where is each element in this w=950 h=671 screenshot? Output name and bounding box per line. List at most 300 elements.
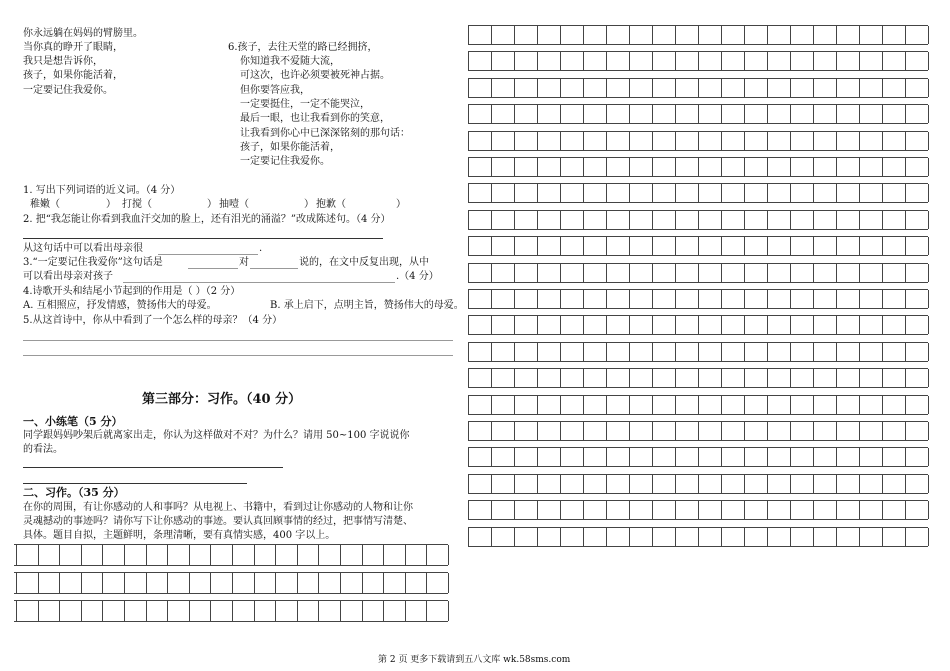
grid-cell-divider (790, 26, 791, 44)
grid-cell-divider (629, 132, 630, 150)
grid-cell-divider (836, 316, 837, 334)
grid-cell-divider (514, 211, 515, 229)
grid-cell-divider (675, 422, 676, 440)
grid-cell-divider (583, 316, 584, 334)
grid-cell-divider (698, 264, 699, 282)
grid-cell-divider (514, 316, 515, 334)
grid-cell-divider (514, 184, 515, 202)
grid-cell-divider (254, 573, 255, 593)
grid-cell-divider (560, 290, 561, 308)
grid-cell-divider (790, 475, 791, 493)
grid-cell-divider (652, 369, 653, 387)
grid-cell-divider (859, 132, 860, 150)
grid-cell-divider (721, 448, 722, 466)
grid-cell-divider (606, 343, 607, 361)
grid-cell-divider (514, 369, 515, 387)
grid-cell-divider (491, 290, 492, 308)
grid-cell-divider (468, 475, 469, 493)
grid-cell-divider (491, 264, 492, 282)
grid-cell-divider (560, 316, 561, 334)
grid-cell-divider (859, 211, 860, 229)
grid-cell-divider (721, 501, 722, 519)
grid-cell-divider (905, 369, 906, 387)
grid-cell-divider (698, 316, 699, 334)
grid-cell-divider (813, 158, 814, 176)
grid-row[interactable] (468, 78, 928, 98)
grid-cell-divider (629, 158, 630, 176)
q3-blank-1[interactable] (188, 268, 238, 269)
grid-cell-divider (652, 448, 653, 466)
question-4: 4.诗歌开头和结尾小节起到的作用是（ ）（2 分） (23, 286, 241, 297)
grid-cell-divider (537, 396, 538, 414)
grid-cell-divider (813, 422, 814, 440)
grid-cell-divider (491, 448, 492, 466)
grid-cell-divider (744, 26, 745, 44)
grid-cell-divider (790, 501, 791, 519)
poem-right-line-6: 最后一眼，也让我看到你的笑意， (240, 113, 390, 124)
grid-cell-divider (560, 448, 561, 466)
grid-cell-divider (652, 52, 653, 70)
grid-cell-divider (514, 237, 515, 255)
q1-word-2: 打搅（ (122, 199, 152, 210)
grid-cell-divider (38, 573, 39, 593)
grid-cell-divider (721, 52, 722, 70)
grid-cell-divider (928, 26, 929, 44)
grid-cell-divider (583, 369, 584, 387)
grid-cell-divider (560, 237, 561, 255)
grid-cell-divider (905, 52, 906, 70)
grid-cell-divider (905, 264, 906, 282)
grid-row[interactable] (468, 157, 928, 177)
grid-cell-divider (560, 343, 561, 361)
grid-cell-divider (468, 132, 469, 150)
grid-cell-divider (744, 158, 745, 176)
grid-cell-divider (790, 396, 791, 414)
grid-cell-divider (675, 132, 676, 150)
grid-cell-divider (232, 545, 233, 565)
poem-right-line-2: 你知道我不爱随大流， (240, 56, 340, 67)
grid-row[interactable] (14, 572, 448, 594)
grid-cell-divider (698, 448, 699, 466)
grid-row[interactable] (468, 289, 928, 309)
grid-row[interactable] (468, 236, 928, 256)
grid-cell-divider (928, 501, 929, 519)
grid-cell-divider (629, 528, 630, 546)
grid-cell-divider (767, 237, 768, 255)
grid-cell-divider (537, 528, 538, 546)
grid-cell-divider (606, 396, 607, 414)
grid-cell-divider (836, 290, 837, 308)
grid-cell-divider (721, 211, 722, 229)
grid-cell-divider (167, 545, 168, 565)
grid-cell-divider (882, 52, 883, 70)
grid-cell-divider (675, 501, 676, 519)
grid-cell-divider (468, 396, 469, 414)
grid-cell-divider (491, 184, 492, 202)
grid-cell-divider (606, 448, 607, 466)
grid-row[interactable] (468, 25, 928, 45)
grid-cell-divider (767, 184, 768, 202)
grid-cell-divider (675, 158, 676, 176)
grid-cell-divider (744, 316, 745, 334)
grid-cell-divider (491, 52, 492, 70)
grid-row[interactable] (468, 51, 928, 71)
grid-cell-divider (560, 52, 561, 70)
grid-row[interactable] (14, 600, 448, 622)
grid-cell-divider (340, 601, 341, 621)
grid-cell-divider (675, 475, 676, 493)
grid-cell-divider (59, 573, 60, 593)
grid-cell-divider (905, 316, 906, 334)
grid-cell-divider (928, 343, 929, 361)
grid-cell-divider (882, 290, 883, 308)
grid-cell-divider (537, 369, 538, 387)
grid-cell-divider (275, 601, 276, 621)
grid-cell-divider (882, 79, 883, 97)
grid-cell-divider (836, 26, 837, 44)
grid-cell-divider (606, 132, 607, 150)
grid-cell-divider (675, 369, 676, 387)
grid-cell-divider (813, 290, 814, 308)
grid-cell-divider (629, 475, 630, 493)
grid-cell-divider (905, 184, 906, 202)
grid-cell-divider (859, 343, 860, 361)
question-3-a: 3.“一定要记住我爱你”这句话是 (23, 257, 163, 268)
grid-cell-divider (560, 105, 561, 123)
grid-cell-divider (675, 343, 676, 361)
grid-cell-divider (882, 264, 883, 282)
grid-cell-divider (698, 26, 699, 44)
grid-cell-divider (905, 79, 906, 97)
grid-cell-divider (859, 52, 860, 70)
grid-row[interactable] (468, 500, 928, 520)
page-footer: 第 2 页 更多下载请到五八文库 wk.58sms.com (378, 655, 571, 665)
grid-cell-divider (537, 448, 538, 466)
grid-cell-divider (629, 343, 630, 361)
grid-cell-divider (813, 237, 814, 255)
grid-cell-divider (560, 211, 561, 229)
grid-cell-divider (583, 422, 584, 440)
poem-right-line-4: 但你要答应我， (240, 85, 310, 96)
q1-word-1-close: ） (106, 199, 116, 210)
question-3-c: 说的，在文中反复出现，从中 (299, 257, 429, 268)
grid-cell-divider (836, 343, 837, 361)
grid-cell-divider (905, 501, 906, 519)
grid-cell-divider (928, 422, 929, 440)
grid-cell-divider (698, 501, 699, 519)
q2-follow-text: 从这句话中可以看出母亲很 (23, 243, 143, 254)
grid-cell-divider (560, 422, 561, 440)
grid-cell-divider (813, 184, 814, 202)
section1-answer-line-1[interactable] (23, 467, 283, 468)
grid-cell-divider (928, 316, 929, 334)
grid-cell-divider (560, 475, 561, 493)
q4-option-a: A. 互相照应，抒发情感，赞扬伟大的母爱。 (23, 300, 217, 311)
grid-cell-divider (426, 573, 427, 593)
grid-cell-divider (790, 316, 791, 334)
grid-cell-divider (514, 105, 515, 123)
q5-answer-line-2[interactable] (23, 355, 453, 356)
grid-cell-divider (652, 475, 653, 493)
grid-cell-divider (836, 264, 837, 282)
grid-row[interactable] (468, 183, 928, 203)
grid-cell-divider (813, 105, 814, 123)
grid-cell-divider (905, 396, 906, 414)
writing-grid-right[interactable] (468, 25, 928, 555)
grid-cell-divider (514, 528, 515, 546)
grid-cell-divider (232, 601, 233, 621)
grid-cell-divider (491, 528, 492, 546)
grid-cell-divider (16, 573, 17, 593)
grid-cell-divider (698, 211, 699, 229)
grid-cell-divider (744, 422, 745, 440)
grid-cell-divider (583, 79, 584, 97)
grid-cell-divider (514, 132, 515, 150)
grid-cell-divider (721, 158, 722, 176)
grid-row[interactable] (468, 395, 928, 415)
grid-cell-divider (560, 264, 561, 282)
grid-cell-divider (859, 316, 860, 334)
grid-cell-divider (767, 105, 768, 123)
grid-cell-divider (675, 26, 676, 44)
grid-cell-divider (167, 573, 168, 593)
grid-cell-divider (813, 79, 814, 97)
grid-cell-divider (146, 545, 147, 565)
grid-cell-divider (629, 448, 630, 466)
grid-cell-divider (537, 475, 538, 493)
grid-cell-divider (744, 184, 745, 202)
grid-cell-divider (468, 422, 469, 440)
poem-right-line-5: 一定要挺住，一定不能哭泣， (240, 99, 370, 110)
grid-cell-divider (514, 343, 515, 361)
part3-title: 第三部分：习作。（40 分） (142, 392, 302, 407)
grid-cell-divider (426, 545, 427, 565)
grid-cell-divider (744, 396, 745, 414)
grid-cell-divider (652, 501, 653, 519)
grid-row[interactable] (468, 131, 928, 151)
grid-cell-divider (675, 264, 676, 282)
grid-cell-divider (882, 105, 883, 123)
grid-cell-divider (652, 105, 653, 123)
grid-cell-divider (882, 396, 883, 414)
grid-cell-divider (859, 369, 860, 387)
grid-row[interactable] (468, 368, 928, 388)
grid-cell-divider (629, 369, 630, 387)
grid-cell-divider (698, 79, 699, 97)
grid-cell-divider (698, 422, 699, 440)
grid-cell-divider (629, 396, 630, 414)
grid-cell-divider (318, 573, 319, 593)
grid-cell-divider (744, 290, 745, 308)
grid-cell-divider (790, 369, 791, 387)
grid-cell-divider (744, 79, 745, 97)
grid-cell-divider (882, 237, 883, 255)
grid-cell-divider (340, 573, 341, 593)
grid-row[interactable] (14, 544, 448, 566)
grid-cell-divider (790, 184, 791, 202)
grid-cell-divider (560, 184, 561, 202)
grid-cell-divider (744, 237, 745, 255)
grid-cell-divider (606, 211, 607, 229)
grid-cell-divider (81, 545, 82, 565)
poem-right-line-1: 6.孩子，去往天堂的路已经拥挤， (228, 42, 378, 53)
section1-answer-line-2[interactable] (23, 483, 247, 484)
grid-cell-divider (560, 79, 561, 97)
grid-cell-divider (468, 79, 469, 97)
grid-cell-divider (744, 369, 745, 387)
grid-cell-divider (813, 396, 814, 414)
grid-cell-divider (514, 448, 515, 466)
grid-cell-divider (767, 52, 768, 70)
grid-cell-divider (468, 211, 469, 229)
grid-cell-divider (468, 184, 469, 202)
grid-cell-divider (928, 237, 929, 255)
grid-cell-divider (583, 52, 584, 70)
grid-cell-divider (448, 573, 449, 593)
grid-cell-divider (721, 132, 722, 150)
grid-cell-divider (297, 545, 298, 565)
q3-blank-3[interactable] (123, 282, 395, 283)
grid-cell-divider (606, 501, 607, 519)
q1-word-4: 抱歉（ (316, 199, 346, 210)
q1-word-4-close: ） (396, 199, 406, 210)
grid-cell-divider (537, 501, 538, 519)
grid-cell-divider (491, 26, 492, 44)
grid-cell-divider (882, 132, 883, 150)
grid-cell-divider (813, 26, 814, 44)
grid-row[interactable] (468, 104, 928, 124)
grid-cell-divider (514, 422, 515, 440)
writing-grid-left[interactable] (14, 544, 448, 628)
grid-cell-divider (537, 237, 538, 255)
grid-cell-divider (102, 601, 103, 621)
grid-cell-divider (448, 601, 449, 621)
q5-answer-line-1[interactable] (23, 340, 453, 341)
grid-cell-divider (514, 396, 515, 414)
grid-cell-divider (721, 316, 722, 334)
grid-cell-divider (928, 211, 929, 229)
grid-cell-divider (767, 422, 768, 440)
grid-cell-divider (537, 184, 538, 202)
grid-cell-divider (491, 79, 492, 97)
q3-blank-2[interactable] (250, 268, 298, 269)
grid-cell-divider (813, 211, 814, 229)
grid-cell-divider (767, 132, 768, 150)
grid-cell-divider (583, 448, 584, 466)
grid-cell-divider (698, 396, 699, 414)
grid-cell-divider (405, 573, 406, 593)
grid-cell-divider (537, 132, 538, 150)
grid-cell-divider (721, 396, 722, 414)
grid-cell-divider (836, 184, 837, 202)
grid-cell-divider (583, 105, 584, 123)
question-3-e: .（4 分） (396, 271, 439, 282)
grid-cell-divider (468, 105, 469, 123)
grid-cell-divider (59, 601, 60, 621)
grid-cell-divider (882, 448, 883, 466)
grid-cell-divider (491, 158, 492, 176)
grid-cell-divider (813, 369, 814, 387)
grid-cell-divider (146, 601, 147, 621)
grid-cell-divider (362, 601, 363, 621)
grid-cell-divider (859, 448, 860, 466)
grid-cell-divider (859, 501, 860, 519)
grid-cell-divider (744, 52, 745, 70)
grid-cell-divider (675, 316, 676, 334)
grid-cell-divider (905, 475, 906, 493)
grid-cell-divider (405, 545, 406, 565)
poem-left-line-2: 当你真的睁开了眼睛， (23, 42, 123, 53)
grid-cell-divider (790, 343, 791, 361)
grid-cell-divider (606, 158, 607, 176)
grid-row[interactable] (468, 342, 928, 362)
grid-cell-divider (859, 528, 860, 546)
grid-cell-divider (813, 448, 814, 466)
grid-cell-divider (675, 79, 676, 97)
grid-cell-divider (560, 528, 561, 546)
grid-cell-divider (790, 132, 791, 150)
grid-cell-divider (790, 158, 791, 176)
poem-right-line-9: 一定要记住我爱你。 (240, 156, 330, 167)
grid-cell-divider (836, 422, 837, 440)
grid-cell-divider (905, 26, 906, 44)
grid-cell-divider (882, 343, 883, 361)
grid-cell-divider (744, 105, 745, 123)
grid-cell-divider (583, 343, 584, 361)
grid-cell-divider (721, 475, 722, 493)
grid-cell-divider (652, 316, 653, 334)
grid-cell-divider (744, 211, 745, 229)
grid-cell-divider (790, 422, 791, 440)
q2-answer-line[interactable] (23, 238, 383, 239)
grid-cell-divider (232, 573, 233, 593)
section1-text-1: 同学跟妈妈吵架后就离家出走，你认为这样做对不对？为什么？请用 50~100 字说说你 (23, 430, 410, 441)
grid-cell-divider (790, 528, 791, 546)
grid-row[interactable] (468, 447, 928, 467)
grid-cell-divider (813, 501, 814, 519)
grid-cell-divider (928, 105, 929, 123)
grid-cell-divider (606, 422, 607, 440)
grid-row[interactable] (468, 527, 928, 547)
grid-row[interactable] (468, 263, 928, 283)
grid-cell-divider (606, 184, 607, 202)
grid-cell-divider (81, 573, 82, 593)
grid-cell-divider (721, 105, 722, 123)
grid-cell-divider (767, 343, 768, 361)
grid-row[interactable] (468, 474, 928, 494)
grid-cell-divider (859, 105, 860, 123)
grid-cell-divider (836, 211, 837, 229)
grid-cell-divider (790, 264, 791, 282)
grid-cell-divider (790, 211, 791, 229)
grid-cell-divider (928, 52, 929, 70)
grid-cell-divider (836, 396, 837, 414)
grid-cell-divider (606, 369, 607, 387)
grid-cell-divider (698, 237, 699, 255)
grid-cell-divider (583, 290, 584, 308)
grid-cell-divider (928, 184, 929, 202)
grid-cell-divider (721, 343, 722, 361)
grid-row[interactable] (468, 315, 928, 335)
grid-cell-divider (882, 501, 883, 519)
grid-cell-divider (210, 545, 211, 565)
poem-left-line-3: 我只是想告诉你， (23, 56, 103, 67)
q2-blank[interactable] (158, 254, 258, 255)
grid-cell-divider (790, 448, 791, 466)
poem-left-line-4: 孩子，如果你能活着， (23, 70, 123, 81)
grid-row[interactable] (468, 210, 928, 230)
grid-row[interactable] (468, 421, 928, 441)
